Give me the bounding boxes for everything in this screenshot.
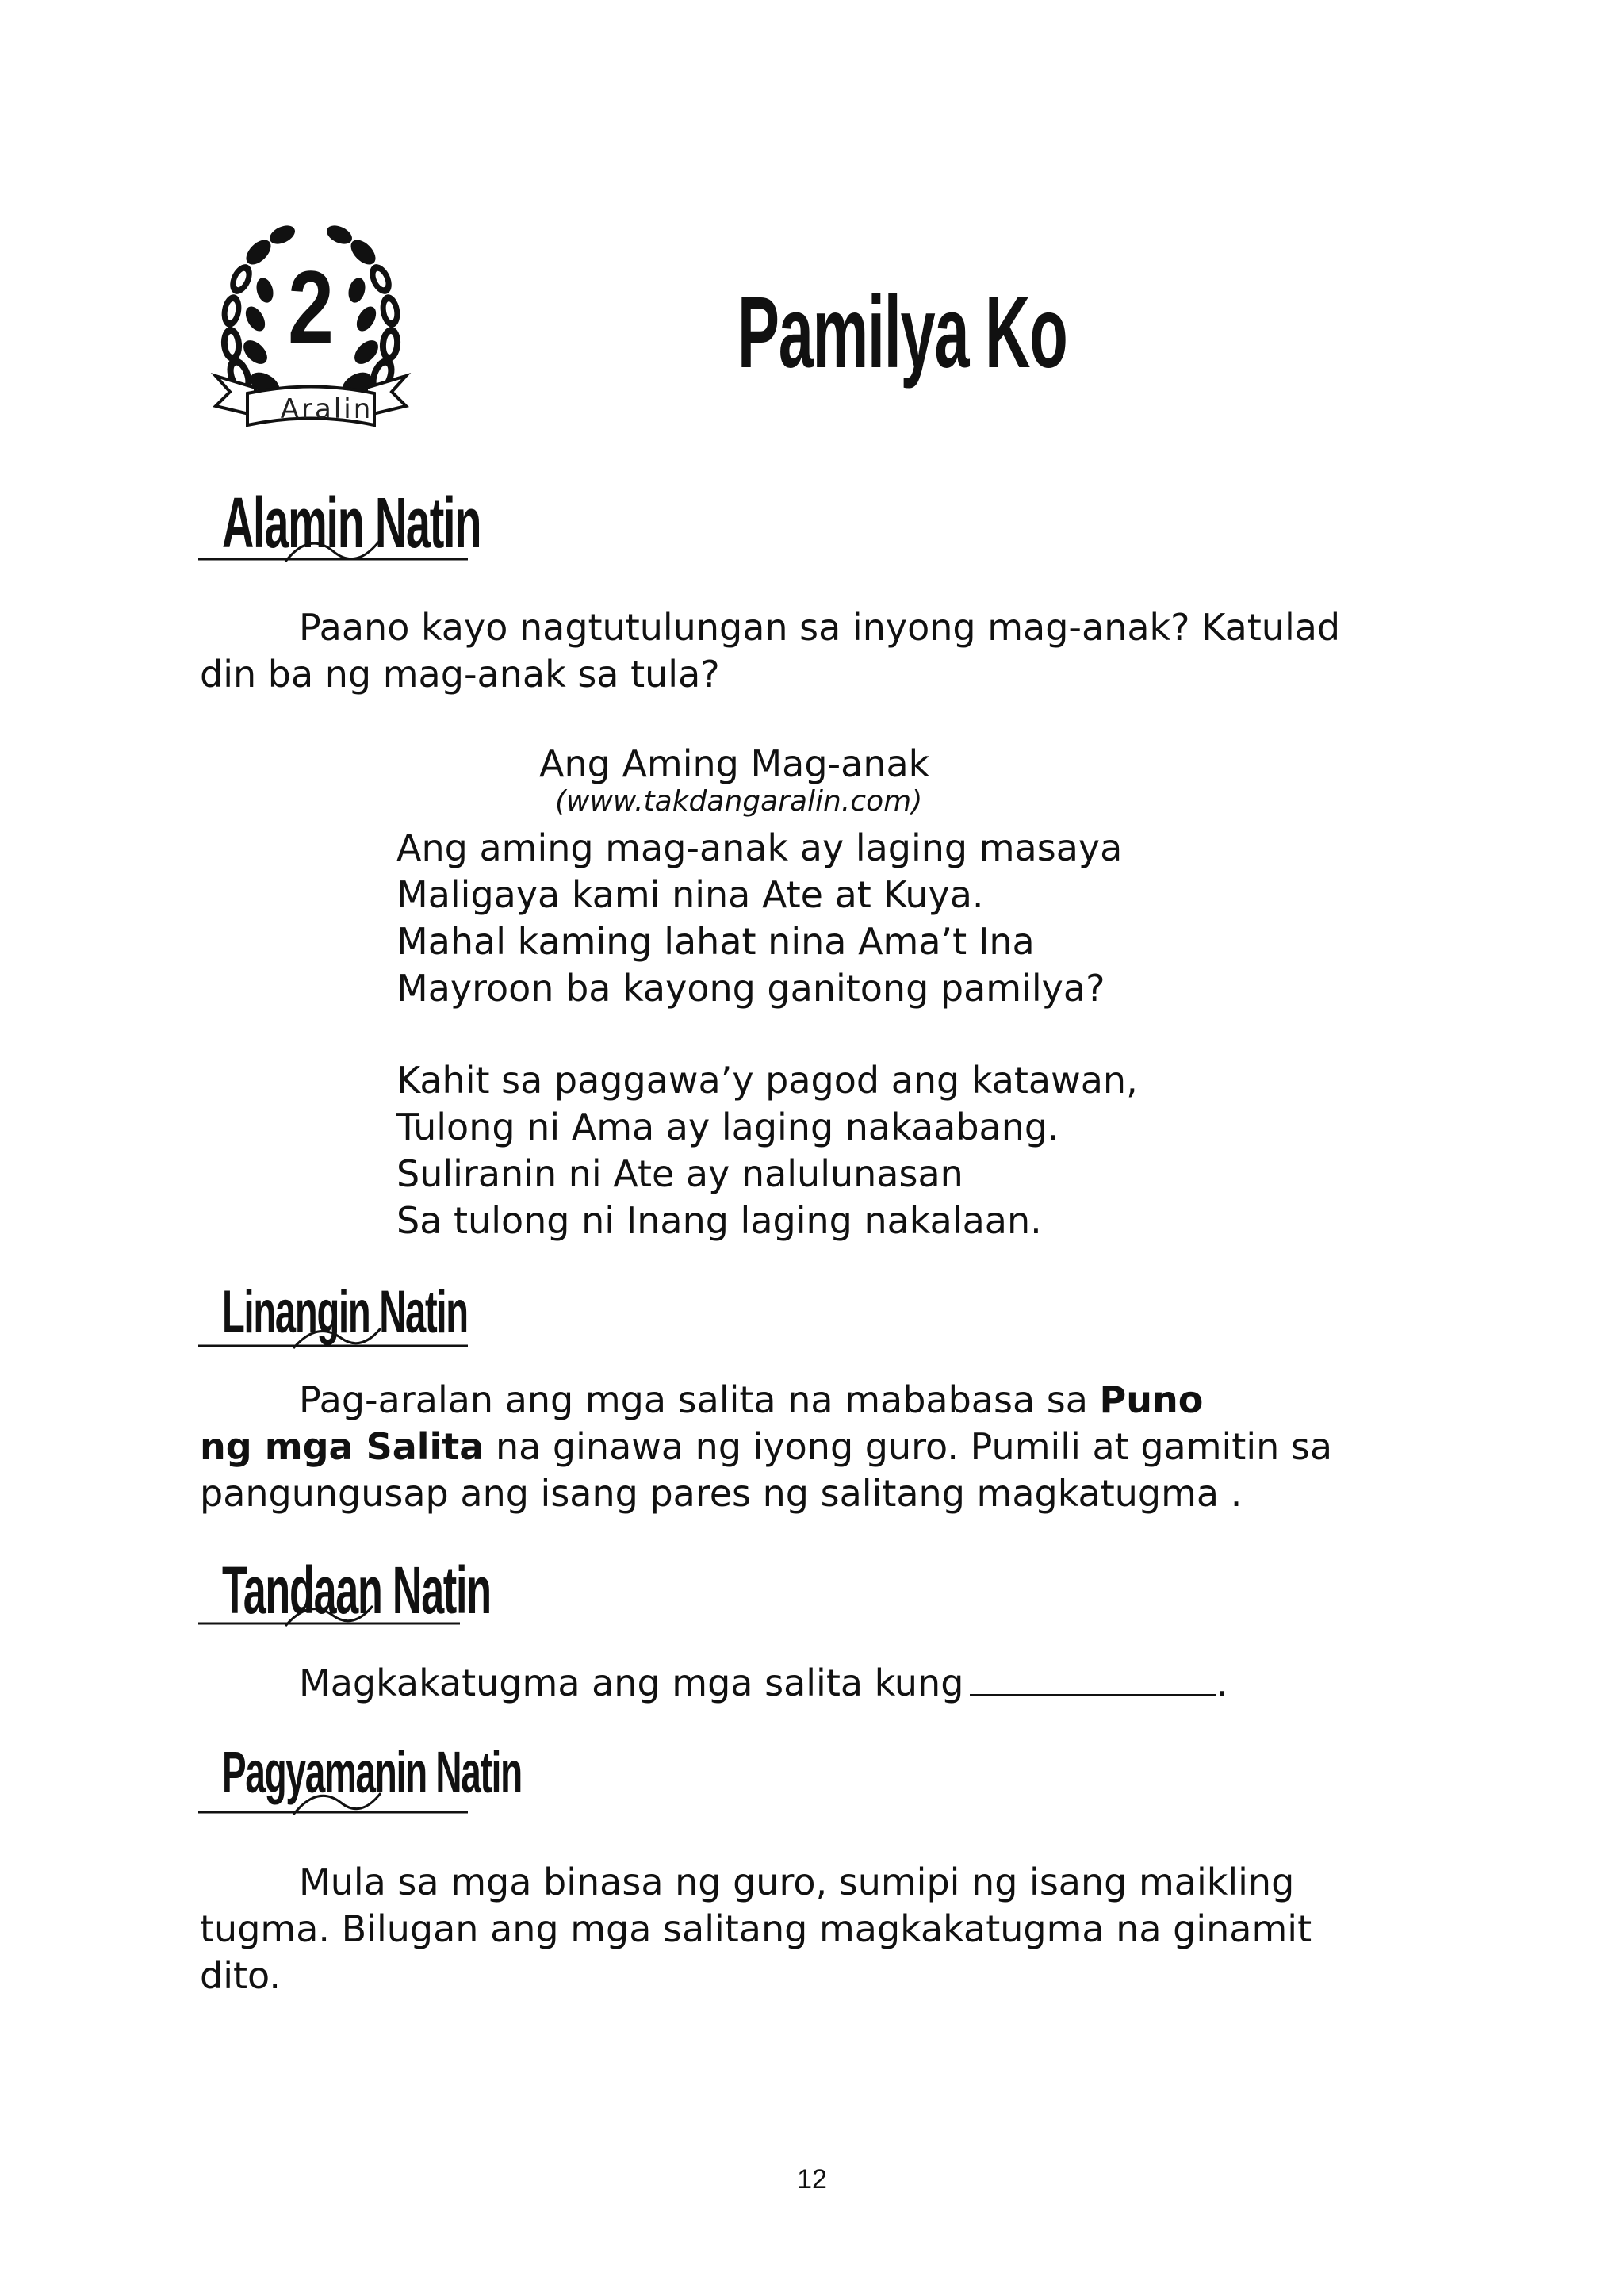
section-title: Alamin Natin	[222, 484, 481, 563]
fill-in-blank[interactable]	[970, 1661, 1216, 1696]
section-header-pagyamanin	[198, 1733, 522, 1828]
section-title: Linangin Natin	[222, 1278, 468, 1346]
poem-line: Mahal kaming lahat nina Ama’t Ina	[396, 920, 1035, 963]
poem-line: Tulong ni Ama ay laging nakaabang.	[396, 1106, 1059, 1148]
section-header-linangin	[198, 1273, 484, 1368]
swash-underline-icon	[198, 484, 484, 579]
poem-source: (www.takdangaralin.com)	[555, 785, 923, 818]
linangin-paragraph: Pag-aralan ang mga salita na mababasa sa Puno ng mga Salita na ginawa ng iyong guro. Pumili at gamitin sa pangungusap ang isang pares ng salitang magkatugma .	[200, 1378, 1333, 1515]
poem-line: Ang aming mag-anak ay laging masaya	[396, 826, 1123, 869]
intro-paragraph: Paano kayo nagtutulungan sa inyong mag-anak? Katulad din ba ng mag-anak sa tula?	[200, 606, 1341, 696]
poem-title: Ang Aming Mag-anak	[539, 742, 930, 785]
lesson-number: 2	[288, 249, 334, 365]
section-title: Pagyamanin Natin	[222, 1739, 522, 1805]
section-header-alamin	[198, 484, 484, 579]
poem-stanza-1	[396, 825, 1427, 1012]
poem-line: Kahit sa paggawa’y pagod ang katawan,	[396, 1059, 1138, 1102]
pagyamanin-paragraph: Mula sa mga binasa ng guro, sumipi ng isang maikling tugma. Bilugan ang mga salitang magkakatugma na ginamit dito.	[200, 1861, 1312, 1997]
poem-line: Maligaya kami nina Ate at Kuya.	[396, 873, 984, 916]
poem-stanza-2	[396, 1057, 1427, 1244]
poem-line: Mayroon ba kayong ganitong pamilya?	[396, 967, 1105, 1010]
lesson-label: Aralin	[280, 393, 373, 425]
emphasis-text: ng mga Salita	[200, 1425, 485, 1468]
poem-line: Sa tulong ni Inang laging nakalaan.	[396, 1199, 1042, 1242]
swash-underline-icon	[198, 1273, 484, 1368]
tandaan-paragraph: Magkakatugma ang mga salita kung .	[299, 1662, 1228, 1704]
section-header-tandaan	[198, 1550, 491, 1646]
section-title: Tandaan Natin	[222, 1553, 491, 1627]
page-title: Pamilya Ko	[737, 276, 1067, 389]
emphasis-text: Puno	[1099, 1378, 1204, 1421]
lesson-badge	[208, 217, 446, 447]
swash-underline-icon	[198, 1550, 484, 1646]
swash-underline-icon	[198, 1733, 484, 1828]
poem-line: Suliranin ni Ate ay nalulunasan	[396, 1152, 963, 1195]
page-number: 12	[797, 2164, 827, 2194]
